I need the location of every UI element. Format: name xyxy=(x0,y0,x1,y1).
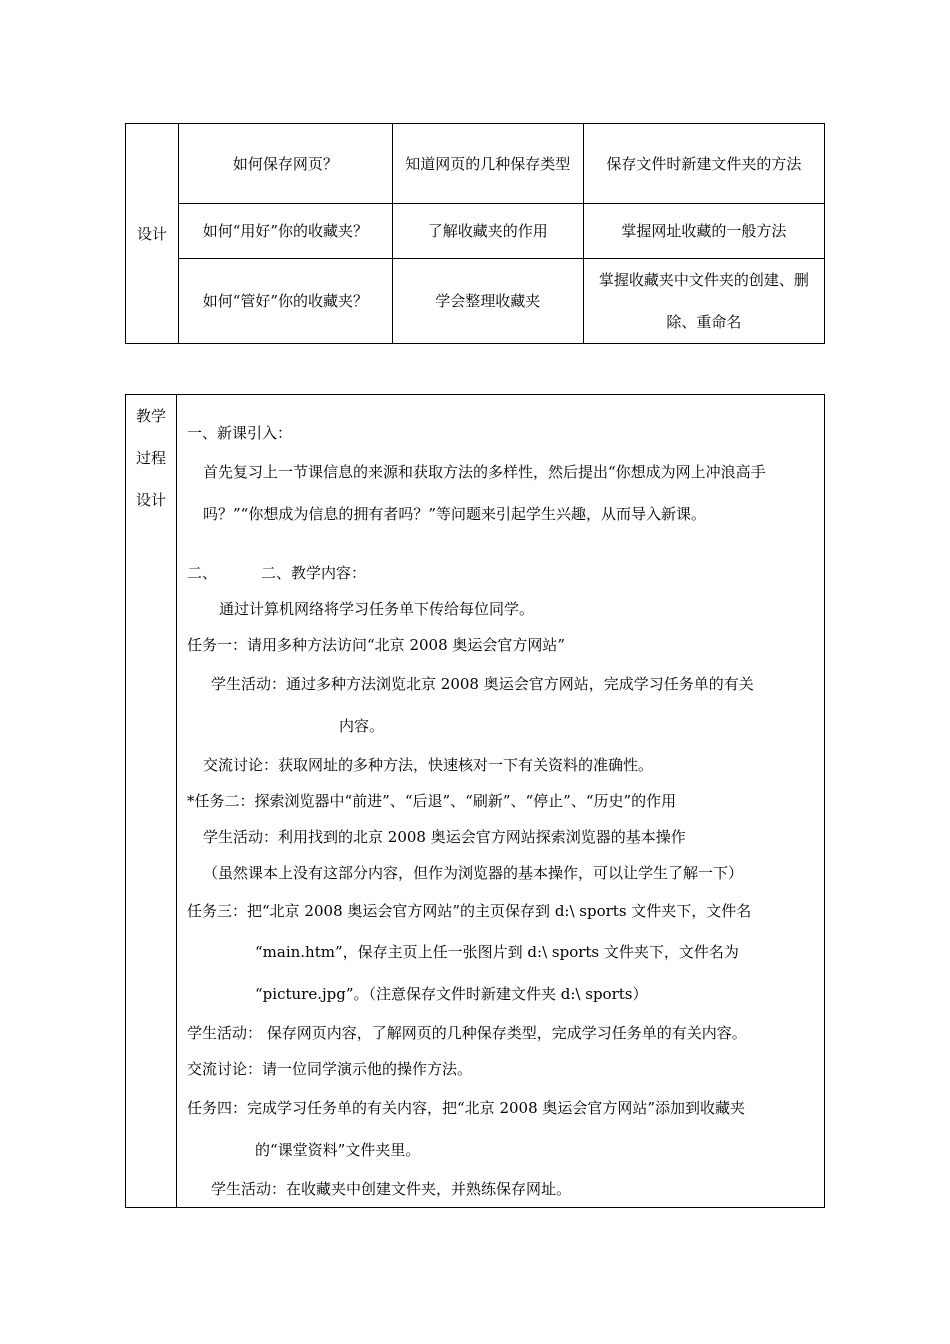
task2-activity: 学生活动：利用找到的北京 2008 奥运会官方网站探索浏览器的基本操作 xyxy=(203,828,686,846)
process-table xyxy=(125,394,825,1208)
goal-text: 了解收藏夹的作用 xyxy=(427,222,548,240)
intro-text: 通过计算机网络将学习任务单下传给每位同学。 xyxy=(219,600,535,618)
process-label: 教学过程设计 xyxy=(135,407,166,509)
question-text: 如何“用好”你的收藏夹？ xyxy=(202,222,369,240)
method-cell xyxy=(583,259,824,344)
process-label-cell xyxy=(126,395,177,1208)
section2-heading xyxy=(187,555,816,591)
task3-text: 任务三：把“北京 2008 奥运会官方网站”的主页保存到 d:\ sports 文件夹下，文件名 xyxy=(187,902,752,920)
design-label: 设计 xyxy=(136,224,167,243)
task3-text-cont: “main.htm”，保存主页上任一张图片到 d:\ sports 文件夹下，文件名为 xyxy=(255,943,739,961)
question-cell xyxy=(178,204,392,259)
question-cell xyxy=(178,259,392,344)
task3-text-cont2: “picture.jpg”。（注意保存文件时新建文件夹 d:\ sports） xyxy=(255,985,648,1003)
goal-cell xyxy=(392,259,583,344)
method-text: 保存文件时新建文件夹的方法 xyxy=(606,154,802,173)
task1-activity: 学生活动：通过多种方法浏览北京 2008 奥运会官方网站，完成学习任务单的有关 xyxy=(211,675,754,693)
task1-activity-cont: 内容。 xyxy=(339,717,385,735)
process-body-cell xyxy=(177,395,825,1208)
task3-activity: 学生活动： 保存网页内容，了解网页的几种保存类型，完成学习任务单的有关内容。 xyxy=(187,1024,747,1042)
method-cell xyxy=(583,124,824,204)
method-text: 掌握收藏夹中文件夹的创建、删除、重命名 xyxy=(598,271,809,331)
task4-text: 任务四：完成学习任务单的有关内容，把“北京 2008 奥运会官方网站”添加到收藏夹 xyxy=(187,1099,746,1117)
task3-discussion: 交流讨论：请一位同学演示他的操作方法。 xyxy=(187,1060,473,1078)
method-cell xyxy=(583,204,824,259)
task1-discussion: 交流讨论：获取网址的多种方法，快速核对一下有关资料的准确性。 xyxy=(203,756,654,774)
task4-activity: 学生活动：在收藏夹中创建文件夹，并熟练保存网址。 xyxy=(211,1180,572,1198)
task1-text: 任务一：请用多种方法访问“北京 2008 奥运会官方网站” xyxy=(187,636,566,654)
goal-cell xyxy=(392,204,583,259)
method-text: 掌握网址收藏的一般方法 xyxy=(621,222,787,240)
goal-cell xyxy=(392,124,583,204)
design-label-cell xyxy=(126,124,179,344)
section1-title: 一、新课引入： xyxy=(187,424,293,442)
question-text: 如何“管好”你的收藏夹？ xyxy=(202,292,369,310)
question-cell xyxy=(178,124,392,204)
question-text: 如何保存网页？ xyxy=(232,154,338,173)
task2-note: （虽然课本上没有这部分内容，但作为浏览器的基本操作，可以让学生了解一下） xyxy=(203,864,744,882)
design-table xyxy=(125,123,825,344)
section2-title: 二、教学内容： xyxy=(261,564,367,582)
task2-text: *任务二：探索浏览器中“前进”、“后退”、“刷新”、“停止”、“历史”的作用 xyxy=(187,792,677,810)
task4-text-cont: 的“课堂资料”文件夹里。 xyxy=(255,1141,421,1159)
goal-text: 学会整理收藏夹 xyxy=(435,292,541,310)
section1-body: 首先复习上一节课信息的来源和获取方法的多样性，然后提出“你想成为网上冲浪高手吗？”“你想成为信息的拥有者吗？”等问题来引起学生兴趣，从而导入新课。 xyxy=(203,463,766,523)
section2-number: 二、 xyxy=(187,564,218,582)
goal-text: 知道网页的几种保存类型 xyxy=(405,154,571,173)
